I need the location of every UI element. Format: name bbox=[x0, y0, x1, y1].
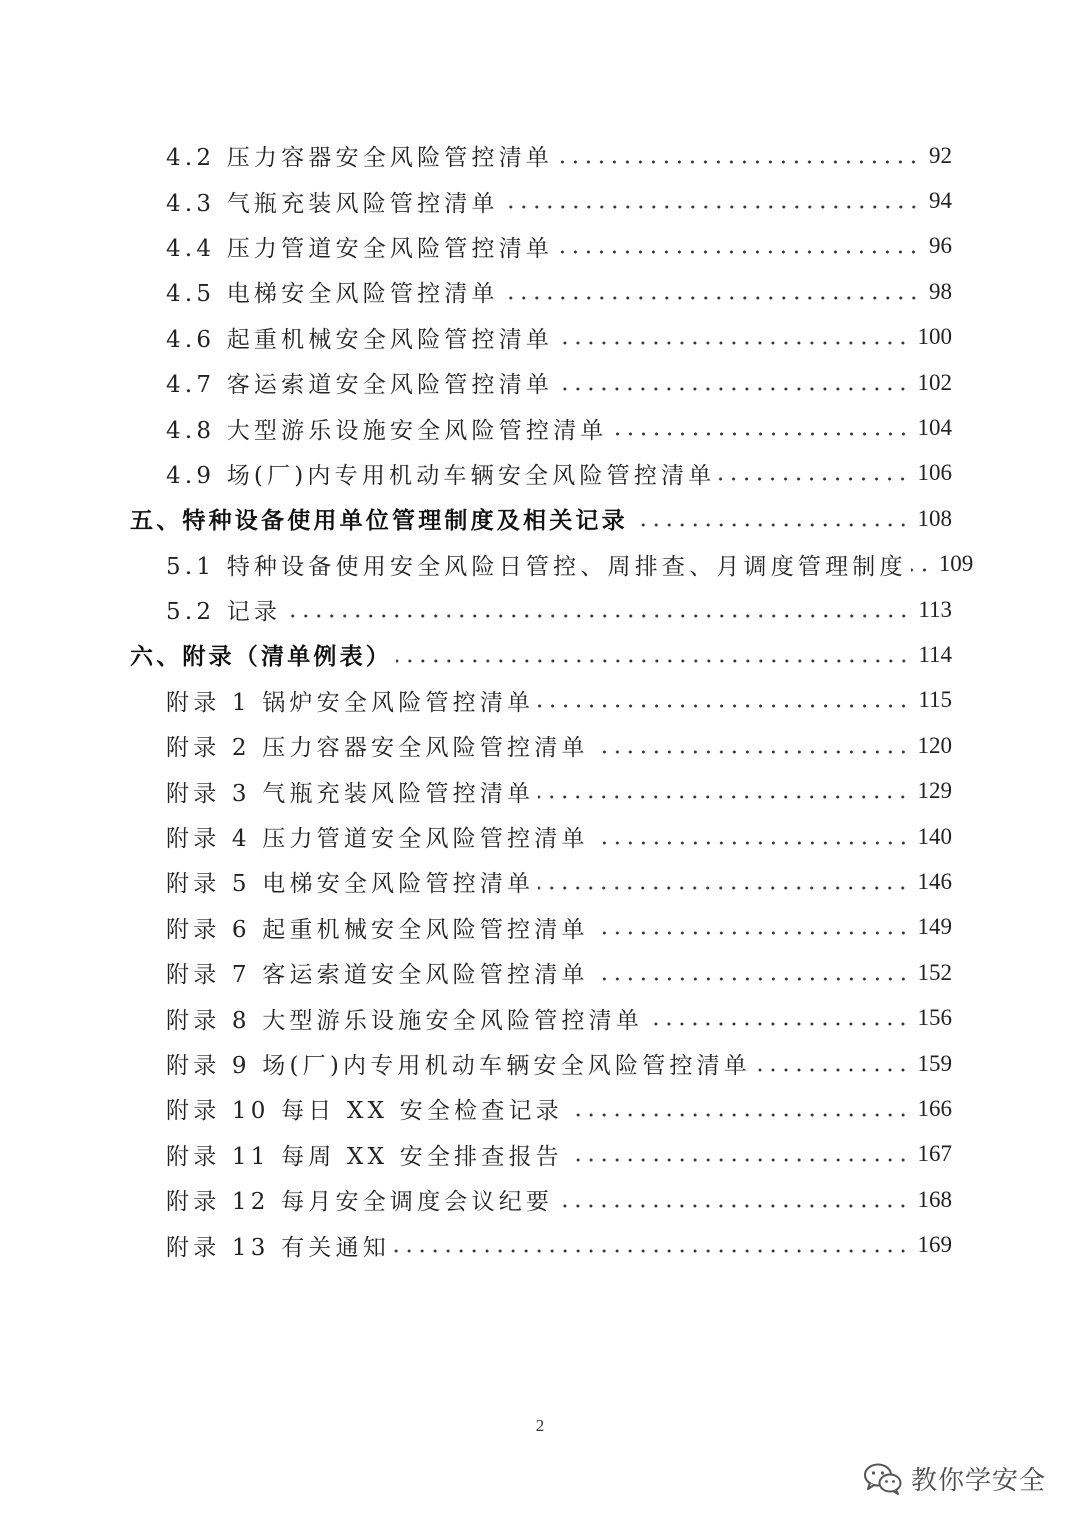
page-number: 2 bbox=[535, 1416, 545, 1435]
toc-dot-leader bbox=[396, 658, 910, 664]
toc-entry-title: 4.8 大型游乐设施安全风险管控清单 bbox=[166, 417, 608, 444]
toc-entry-title: 附录 5 电梯安全风险管控清单 bbox=[166, 871, 535, 898]
toc-entry-page: 109 bbox=[938, 551, 974, 577]
toc-entry[interactable] bbox=[0, 224, 1080, 269]
toc-entry-title: 附录 12 每月安全调度会议纪要 bbox=[166, 1189, 554, 1216]
toc-entry[interactable] bbox=[0, 133, 1080, 178]
toc-entry-page: 98 bbox=[929, 278, 952, 304]
toc-dot-leader bbox=[285, 613, 910, 619]
toc-entry[interactable] bbox=[0, 768, 1080, 813]
toc-entry-title: 4.9 场(厂)内专用机动车辆安全风险管控清单 bbox=[166, 462, 716, 489]
toc-entry[interactable] bbox=[0, 1132, 1080, 1177]
toc-entry-page: 106 bbox=[917, 460, 952, 486]
toc-entry-title: 附录 9 场(厂)内专用机动车辆安全风险管控清单 bbox=[166, 1053, 752, 1079]
toc-dot-leader bbox=[557, 340, 909, 346]
toc-entry-title: 4.5 电梯安全风险管控清单 bbox=[166, 281, 499, 308]
wechat-icon bbox=[863, 1462, 903, 1496]
toc-entry[interactable] bbox=[0, 360, 1080, 405]
toc-entry-title: 五、特种设备使用单位管理制度及相关记录 bbox=[130, 508, 628, 535]
toc-entry-page: 115 bbox=[918, 687, 952, 713]
toc-dot-leader bbox=[593, 976, 910, 982]
toc-entry-title: 4.2 压力容器安全风险管控清单 bbox=[166, 145, 554, 172]
toc-entry[interactable] bbox=[0, 1177, 1080, 1222]
toc-entry-title: 附录 8 大型游乐设施安全风险管控清单 bbox=[166, 1007, 644, 1034]
toc-entry[interactable] bbox=[0, 905, 1080, 950]
toc-entry[interactable] bbox=[0, 1222, 1080, 1267]
toc-entry-page: 94 bbox=[929, 188, 952, 214]
toc-entry-page: 166 bbox=[917, 1095, 952, 1121]
toc-entry[interactable] bbox=[0, 269, 1080, 314]
toc-dot-leader bbox=[911, 567, 931, 573]
toc-dot-leader bbox=[755, 1067, 909, 1073]
toc-entry-page: 100 bbox=[917, 324, 952, 350]
toc-entry-title: 附录 13 有关通知 bbox=[166, 1234, 390, 1261]
toc-dot-leader bbox=[567, 1157, 910, 1163]
watermark bbox=[863, 1460, 1046, 1497]
toc-entry-page: 169 bbox=[917, 1232, 952, 1258]
toc-entry-title: 附录 11 每周 XX 安全排查报告 bbox=[166, 1143, 563, 1170]
toc-dot-leader bbox=[557, 249, 920, 255]
toc-dot-leader bbox=[612, 431, 910, 437]
toc-entry[interactable] bbox=[0, 451, 1080, 496]
toc-entry-title: 附录 6 起重机械安全风险管控清单 bbox=[166, 916, 589, 943]
toc-dot-leader bbox=[503, 295, 920, 301]
toc-entry[interactable] bbox=[0, 950, 1080, 995]
toc-entry-page: 146 bbox=[917, 868, 952, 894]
toc-entry[interactable] bbox=[0, 995, 1080, 1040]
toc-dot-leader bbox=[632, 522, 910, 528]
toc-dot-leader bbox=[557, 159, 920, 165]
toc-entry-page: 92 bbox=[929, 142, 952, 168]
toc-entry[interactable] bbox=[0, 1086, 1080, 1131]
toc-entry-page: 102 bbox=[917, 369, 952, 395]
toc-entry-page: 96 bbox=[929, 233, 952, 259]
toc-entry[interactable] bbox=[0, 814, 1080, 859]
toc-entry-page: 159 bbox=[917, 1050, 952, 1076]
toc-entry-title: 4.6 起重机械安全风险管控清单 bbox=[166, 326, 554, 353]
toc-dot-leader bbox=[503, 204, 920, 210]
toc-entry-title: 4.4 压力管道安全风险管控清单 bbox=[166, 235, 554, 262]
toc-entry-title: 附录 1 锅炉安全风险管控清单 bbox=[166, 689, 535, 716]
toc-entry-title: 附录 2 压力容器安全风险管控清单 bbox=[166, 735, 589, 762]
toc-entry-title: 4.7 客运索道安全风险管控清单 bbox=[166, 372, 554, 399]
toc-dot-leader bbox=[593, 930, 910, 936]
toc-dot-leader bbox=[719, 476, 909, 482]
toc-entry-page: 104 bbox=[917, 415, 952, 441]
toc-entry-title: 5.2 记录 bbox=[166, 599, 282, 626]
toc-entry[interactable] bbox=[0, 178, 1080, 223]
toc-entry-page: 152 bbox=[917, 959, 952, 985]
toc-entry-title: 附录 4 压力管道安全风险管控清单 bbox=[166, 826, 589, 853]
toc-entry[interactable] bbox=[0, 315, 1080, 360]
table-of-contents bbox=[0, 133, 1080, 1268]
toc-dot-leader bbox=[557, 386, 909, 392]
toc-entry-title: 六、附录（清单例表） bbox=[130, 644, 392, 671]
toc-dot-leader bbox=[593, 749, 910, 755]
toc-entry[interactable] bbox=[0, 678, 1080, 723]
toc-entry[interactable] bbox=[0, 542, 1080, 587]
toc-dot-leader bbox=[538, 794, 909, 800]
toc-entry[interactable] bbox=[0, 587, 1080, 632]
toc-entry-title: 附录 10 每日 XX 安全检查记录 bbox=[166, 1098, 563, 1125]
toc-entry[interactable] bbox=[0, 1041, 1080, 1086]
toc-entry[interactable] bbox=[0, 405, 1080, 450]
toc-entry-title: 5.1 特种设备使用安全风险日管控、周排查、月调度管理制度 bbox=[166, 553, 907, 580]
toc-entry-page: 156 bbox=[917, 1005, 952, 1031]
toc-entry[interactable] bbox=[0, 723, 1080, 768]
toc-entry-page: 114 bbox=[918, 641, 952, 667]
toc-entry-title: 4.3 气瓶充装风险管控清单 bbox=[166, 190, 499, 217]
toc-entry-page: 113 bbox=[918, 596, 952, 622]
toc-entry-page: 129 bbox=[917, 778, 952, 804]
toc-dot-leader bbox=[394, 1248, 910, 1254]
toc-entry-page: 120 bbox=[917, 732, 952, 758]
watermark-text: 教你学安全 bbox=[910, 1466, 1046, 1496]
toc-entry-title: 附录 7 客运索道安全风险管控清单 bbox=[166, 962, 589, 989]
toc-entry-title: 附录 3 气瓶充装风险管控清单 bbox=[166, 780, 535, 807]
toc-entry-page: 149 bbox=[917, 914, 952, 940]
toc-entry-page: 168 bbox=[917, 1186, 952, 1212]
toc-dot-leader bbox=[593, 840, 910, 846]
toc-dot-leader bbox=[567, 1112, 910, 1118]
toc-entry-page: 108 bbox=[917, 505, 952, 531]
toc-section-heading[interactable] bbox=[0, 496, 1080, 541]
toc-dot-leader bbox=[557, 1203, 909, 1209]
toc-dot-leader bbox=[538, 885, 909, 891]
toc-dot-leader bbox=[647, 1021, 909, 1027]
toc-entry-page: 140 bbox=[917, 823, 952, 849]
toc-entry-page: 167 bbox=[917, 1141, 952, 1167]
toc-dot-leader bbox=[538, 703, 910, 709]
toc-entry[interactable] bbox=[0, 859, 1080, 904]
toc-section-heading[interactable] bbox=[0, 632, 1080, 677]
